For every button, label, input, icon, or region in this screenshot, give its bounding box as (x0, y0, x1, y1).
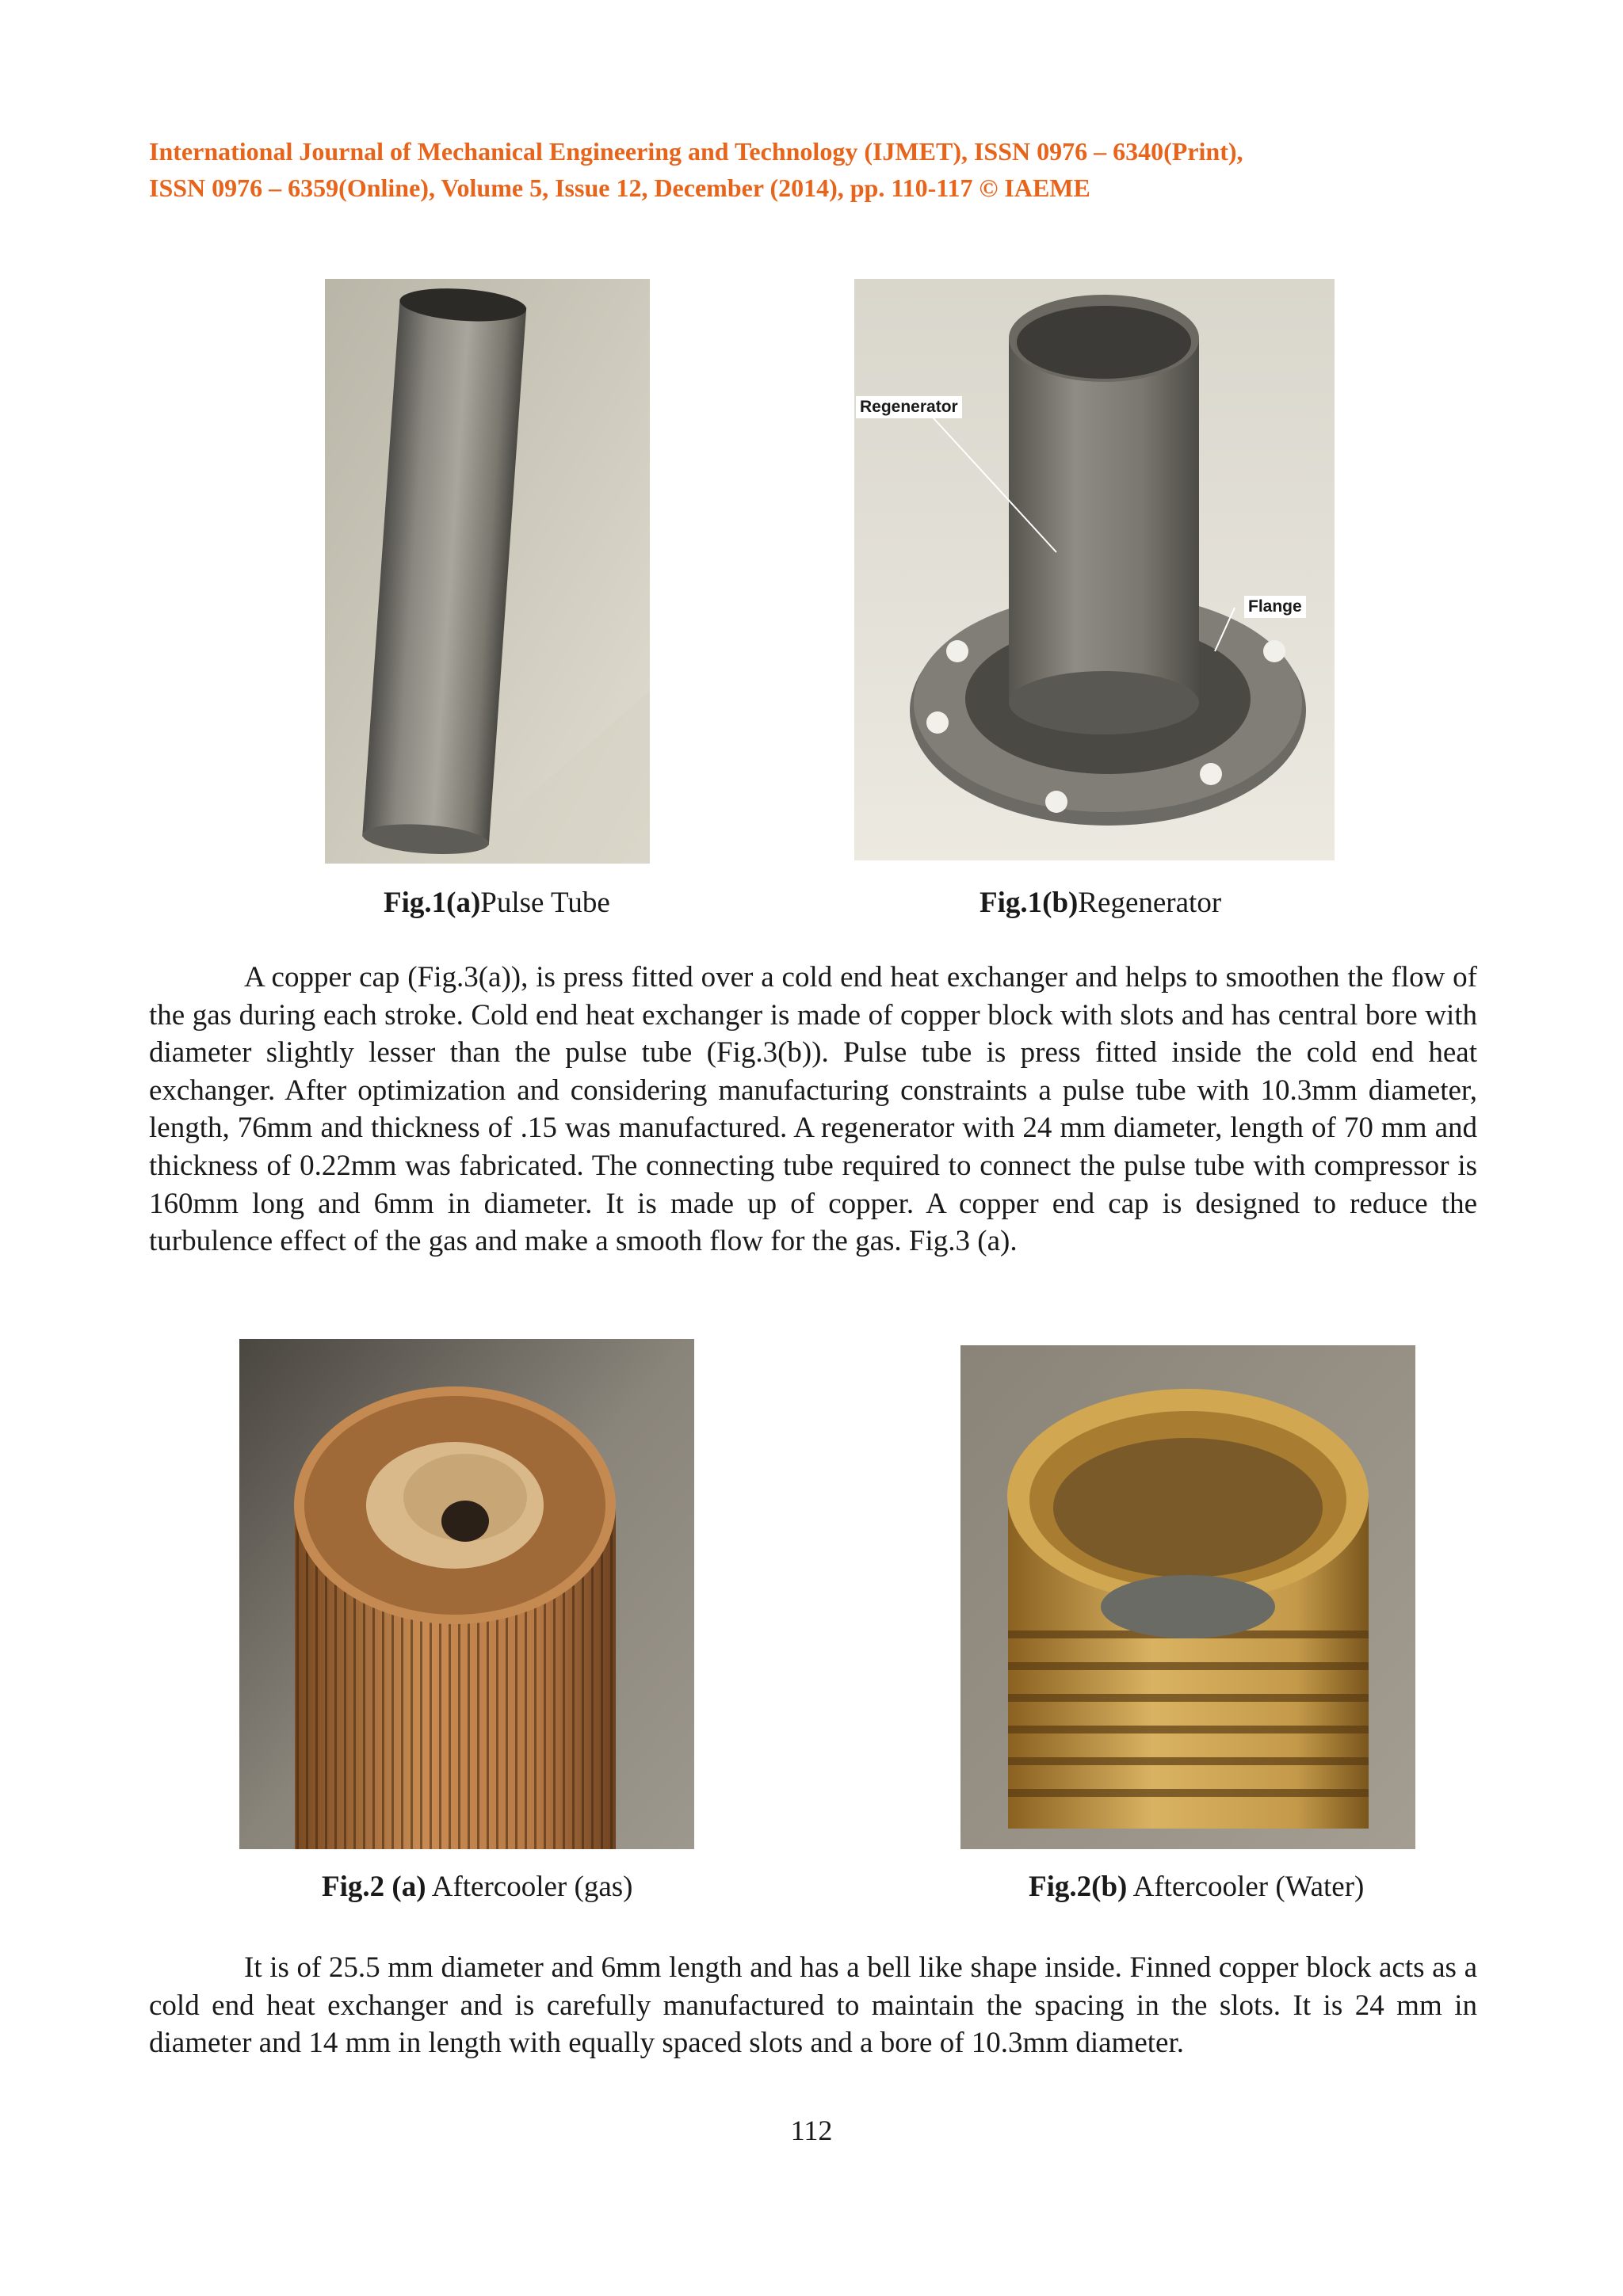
annotation-flange-label: Flange (1244, 596, 1306, 618)
figure-2b-aftercooler-water-photo (960, 1345, 1415, 1849)
caption-fig-2a-title: Aftercooler (gas) (426, 1871, 633, 1903)
annotation-regenerator-label: Regenerator (856, 396, 962, 418)
figure-2a-aftercooler-gas-photo (239, 1339, 694, 1849)
caption-fig-1a-letter: a (456, 887, 471, 919)
caption-fig-1b-letter: b (1052, 887, 1069, 919)
caption-fig-1a-close: ) (470, 887, 481, 919)
caption-fig-1b-label: Fig.1( (980, 887, 1052, 919)
caption-fig-1a-label: Fig.1( (384, 887, 456, 919)
caption-fig-2b-title: Aftercooler (Water) (1127, 1871, 1365, 1903)
figure-1a-pulse-tube-photo (325, 279, 650, 864)
caption-fig-2b-close: ) (1117, 1871, 1128, 1903)
caption-fig-1b-title: Regenerator (1078, 887, 1222, 919)
page-number: 112 (790, 2115, 833, 2146)
caption-fig-1a-title: Pulse Tube (480, 887, 610, 919)
body-paragraph-1: A copper cap (Fig.3(a)), is press fitted over a cold end heat exchanger and helps to smoothen the flow of the gas during each stroke. Cold end heat exchanger is made of copper block with slots and has central bore with diameter slightly lesser than the pulse tube (Fig.3(b)). Pulse tube is press fitted inside the cold end heat exchanger. After optimization and considering manufacturing constraints a pulse tube with 10.3mm diameter, length, 76mm and thickness of .15 was manufactured. A regenerator with 24 mm diameter, length of 70 mm and thickness of 0.22mm was fabricated. The connecting tube required to connect the pulse tube with compressor is 160mm long and 6mm in diameter. It is made up of copper. A copper end cap is designed to reduce the turbulence effect of the gas and make a smooth flow for the gas. Fig.3 (a). (149, 961, 1477, 1258)
caption-fig-1a (384, 886, 610, 921)
header-line-1: International Journal of Mechanical Engineering and Technology (IJMET), ISSN 0976 – 6340(Print), (149, 137, 1243, 166)
caption-fig-2b-label: Fig.2( (1029, 1871, 1102, 1903)
caption-fig-2a-label: Fig.2 ( (322, 1871, 402, 1903)
caption-fig-2a (322, 1870, 632, 1905)
caption-fig-2b (1029, 1870, 1364, 1905)
journal-header (149, 133, 1480, 206)
caption-fig-1b (980, 886, 1221, 921)
caption-fig-1b-close: ) (1068, 887, 1079, 919)
caption-fig-2a-letter: a (401, 1871, 417, 1903)
header-line-2: ISSN 0976 – 6359(Online), Volume 5, Issue 12, December (2014), pp. 110-117 © IAEME (149, 174, 1090, 202)
caption-fig-2a-close: ) (416, 1871, 426, 1903)
caption-fig-2b-letter: b (1101, 1871, 1118, 1903)
body-paragraph-2: It is of 25.5 mm diameter and 6mm length and has a bell like shape inside. Finned copper block acts as a cold end heat exchanger and is carefully manufactured to maintain the spacing in the slots. It is 24 mm in diameter and 14 mm in length with equally spaced slots and a bore of 10.3mm diameter. (149, 1951, 1477, 2060)
figure-1b-regenerator-photo (854, 279, 1335, 860)
